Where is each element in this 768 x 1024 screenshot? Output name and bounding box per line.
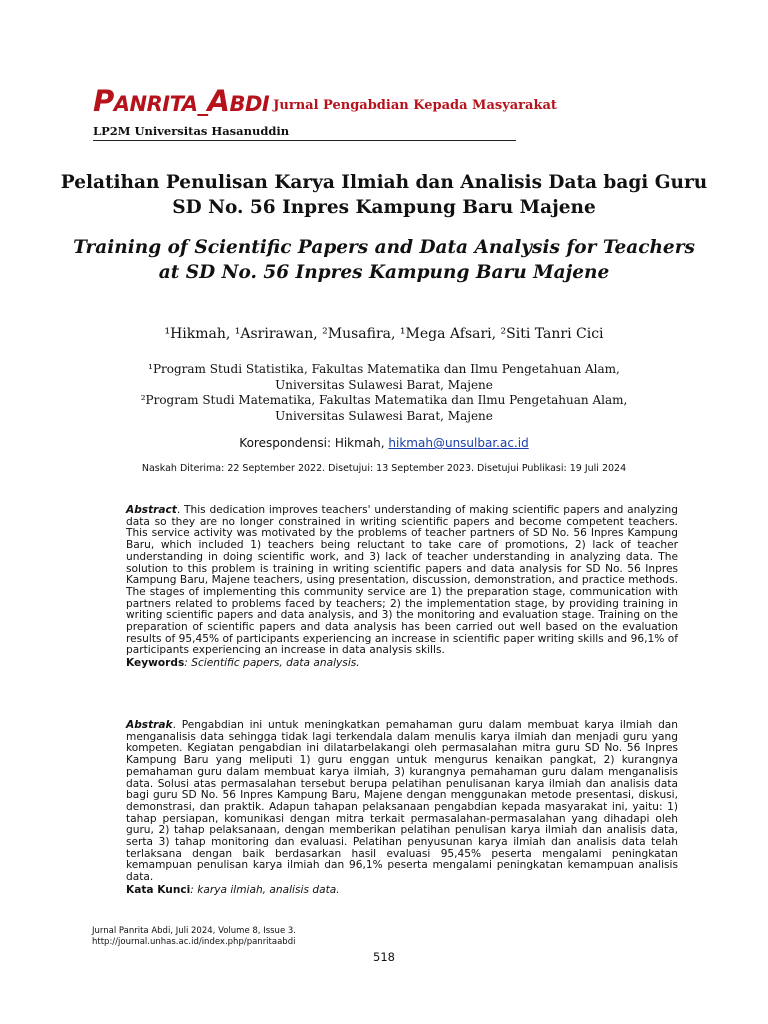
journal-subtitle: Jurnal Pengabdian Kepada Masyarakat — [273, 98, 557, 113]
affiliation-line: Universitas Sulawesi Barat, Majene — [275, 377, 493, 392]
journal-logo: PANRITA_ABDI — [93, 84, 270, 118]
abstract-indonesian — [126, 720, 678, 896]
affiliation-line: Universitas Sulawesi Barat, Majene — [275, 408, 493, 423]
page-footer — [92, 926, 296, 948]
title-indonesian: Pelatihan Penulisan Karya Ilmiah dan Analisis Data bagi Guru SD No. 56 Inpres Kampung Baru Majene — [60, 172, 708, 218]
abstract-body — [126, 505, 678, 657]
correspondence-label: Korespondensi: Hikmah, — [239, 436, 389, 450]
keywords-value: : Scientific papers, data analysis. — [184, 657, 360, 670]
keywords-value: : karya ilmiah, analisis data. — [190, 883, 340, 896]
affiliations — [60, 362, 708, 424]
footer-url: http://journal.unhas.ac.id/index.php/panritaabdi — [92, 937, 296, 947]
abstract-english — [126, 505, 678, 669]
institution-name: LP2M Universitas Hasanuddin — [93, 124, 290, 138]
keywords — [126, 884, 678, 896]
affiliation-line: ¹Program Studi Statistika, Fakultas Matematika dan Ilmu Pengetahuan Alam, — [148, 362, 620, 376]
title-english: Training of Scientific Papers and Data Analysis for Teachers at SD No. 56 Inpres Kampung Baru Majene — [73, 237, 695, 283]
abstract-label: Abstract — [126, 504, 177, 516]
abstract-text: . This dedication improves teachers' understanding of making scientific papers and analyzing data so they are no longer constrained in writing scientific papers and become competent teachers. This service activity was motivated by the problems of teacher partners of SD No. 56 Inpres Kampung Baru, which included 1) teachers being reluctant to take care of promotions, 2) lack of teacher understanding in doing scientific work, and 3) lack of teacher understanding in analyzing data. The solution to this problem is training in writing scientific papers and data analysis for SD No. 56 Inpres Kampung Baru, Majene teachers, using presentation, discussion, demonstration, and practice methods. The stages of implementing this community service are 1) the preparation stage, communication with partners related to problems faced by teachers; 2) the implementation stage, by providing training in writing scientific papers and data analysis, and 3) the monitoring and evaluation stage. Training on the preparation of scientific papers and data analysis has been carried out well based on the evaluation results of 95,45% of participants experiencing an increase in scientific paper writing skills and 96,1% of participants experiencing an increase in data analysis skills. — [126, 504, 678, 657]
correspondence — [60, 436, 708, 450]
affiliation-line: ²Program Studi Matematika, Fakultas Matematika dan Ilmu Pengetahuan Alam, — [140, 393, 628, 407]
submission-dates: Naskah Diterima: 22 September 2022. Disetujui: 13 September 2023. Disetujui Publikasi: 19 Juli 2024 — [141, 463, 627, 474]
footer-citation: Jurnal Panrita Abdi, Juli 2024, Volume 8, Issue 3. — [92, 926, 296, 936]
abstract-body — [126, 720, 678, 884]
author-list: ¹Hikmah, ¹Asrirawan, ²Musafira, ¹Mega Afsari, ²Siti Tanri Cici — [164, 326, 604, 342]
keywords-label: Kata Kunci — [126, 883, 191, 896]
page-number: 518 — [373, 950, 395, 964]
keywords-label: Keywords — [126, 657, 185, 670]
keywords — [126, 657, 678, 669]
journal-header — [93, 84, 557, 118]
abstract-text: . Pengabdian ini untuk meningkatkan pemahaman guru dalam membuat karya ilmiah dan menganalisis data sehingga tidak lagi terkendala dalam menulis karya ilmiah dan menjadi guru yang kompeten. Kegiatan pengabdian ini dilatarbelakangi oleh permasalahan mitra guru SD No. 56 Inpres Kampung Baru yang meliputi 1) guru enggan untuk mengurus kenaikan pangkat, 2) kurangnya pemahaman guru dalam membuat karya ilmiah, 3) kurangnya pemahaman guru dalam menganalisis data. Solusi atas permasalahan tersebut berupa pelatihan penulisanan karya ilmiah dan analisis data bagi guru SD No. 56 Inpres Kampung Baru, Majene dengan menggunakan metode presentasi, diskusi, demonstrasi, dan praktik. Adapun tahapan pelaksanaan pengabdian kepada masyarakat ini, yaitu: 1) tahap persiapan, komunikasi dengan mitra terkait permasalahan-permasalahan yang dihadapi oleh guru, 2) tahap pelaksanaan, dengan memberikan pelatihan penulisan karya ilmiah dan analisis data, serta 3) tahap monitoring dan evaluasi. Pelatihan penyusunan karya ilmiah dan analisis data telah terlaksana dengan baik berdasarkan hasil evaluasi 95,45% peserta mengalami peningkatan kemampuan penulisan karya ilmiah dan 96,1% peserta mengalami peningkatan kemampuan analisis data. — [126, 719, 678, 884]
email-link[interactable]: hikmah@unsulbar.ac.id — [388, 436, 529, 450]
abstract-label: Abstrak — [126, 719, 173, 731]
header-divider — [93, 140, 516, 141]
